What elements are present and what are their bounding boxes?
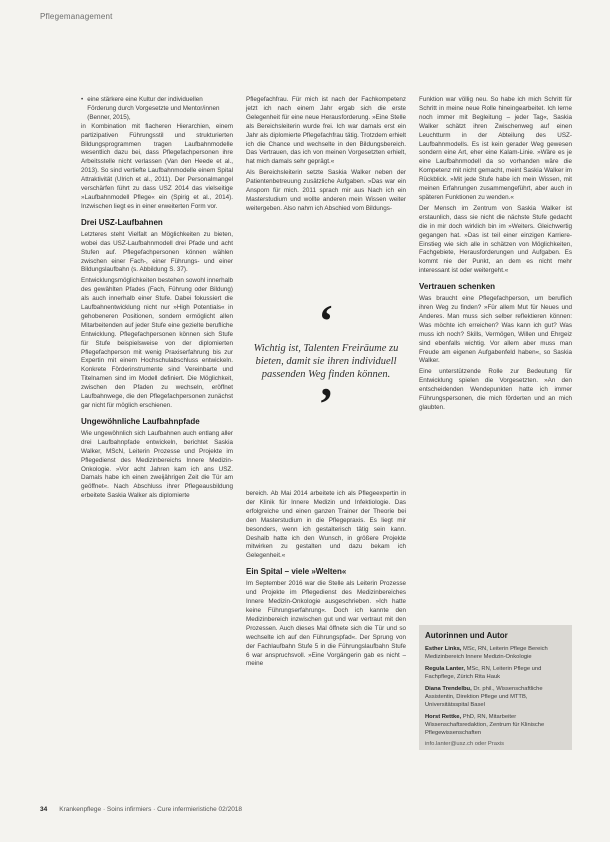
author-desc: PhD, RN, Mitarbeiter Wissenschaftsredaktion, Zentrum für Klinische Pflegewissenschaften xyxy=(425,714,545,736)
paragraph: Pflegefachfrau. Für mich ist nach der Fachkompetenz jetzt ich nach einem Jahr ergab sich die erste Gelegenheit für eine neue Herausforderung. »Eine Stelle als Bereichsleiterin wurde frei. Ich war damals erst ein Jahr als diplomierte Pflegefachfrau tätig. Trotzdem erhielt ich die Chance und wechselte in den Bildungsbereich. Das Vertrauen, das ich von meinen Vorgesetzten erhielt, hat mich damals sehr geprägt.« xyxy=(246,96,406,166)
section-heading-trust: Vertrauen schenken xyxy=(419,282,496,292)
bullet-dot-icon: • xyxy=(81,96,84,103)
author-name: Diana Trendelbu, xyxy=(425,686,472,692)
footer-source: Krankenpflege · Soins infirmiers · Cure infermieristiche 02/2018 xyxy=(59,806,243,813)
pull-quote xyxy=(246,295,406,429)
column-2 xyxy=(246,96,406,216)
paragraph: in Kombination mit flacheren Hierarchien, einem partizipativen Führungsstil und strukturierten Bildungsprogrammen tragen Laufbahnmodelle wesentlich dazu bei, dass Pflegefachpersonen ihre Arbeitsstelle nicht verlassen (Van den Heede et al., 2013). So sind vertiefte Laufbahnmodelle einem Spital Attraktivität (Ulrich et al., 2011). Der Personalmangel verschärfen führt zu dass USZ 2014 das vielseitige »Laufbahnmodell Pflege« ein (Spirig et al., 2014). Inzwischen liegt es in einer erweiterten Form vor. xyxy=(81,122,233,210)
footer xyxy=(40,806,242,813)
authors-box xyxy=(419,625,572,750)
paragraph: Wie ungewöhnlich sich Laufbahnen auch entlang aller drei Laufbahnpfade entwickeln, berichtet Saskia Walker, MScN, Leiterin Prozesse und Projekte im Pflegedienst des Medizinbereichs Innere Medizin-Onkologie. »Vor acht Jahren kam ich ans USZ. Damals habe ich einen zweijährigen Zeit die Tür am geöffnet«. Nach Abschluss ihrer Pflegeausbildung erbeitete Saskia Walker als diplomierte xyxy=(81,429,233,500)
page-number: 34 xyxy=(40,806,48,813)
bullet-text: eine stärkere eine Kultur der individuellen Förderung durch Vorgesetzte und Mentor/innen (Benner, 2015), xyxy=(87,96,220,121)
paragraph: bereich. Ab Mai 2014 arbeitete ich als Pflegeexpertin in der Klinik für Innere Medizin und Infektiologie. Das erfolgreiche und einen ganzen Trainer der Theorie bei den Masterstudium in die Pflegepraxis. Es liegt mir besonders, wenn ich gestalterisch tätig sein kann. Deshalb hatte ich den Wunsch, in größere Projekte mitwirken zu gestalten und dazu bekam ich Gelegenheit.« xyxy=(246,490,406,560)
running-head: Pflegemanagement xyxy=(40,12,113,21)
paragraph: Der Mensch im Zentrum von Saskia Walker ist erstaunlich, dass sie nicht die nächste Stufe gedacht die in mir doch wirklich bin im »Weiters. Gleichwertig gegangen hat. »Das ist teil einer einzigen Karriere-Einstieg wie sich alle in schätzen von Möglichkeiten, Fachgebiete, Herausforderungen und Aufgaben. Es kommt nie der Punkt, an dem es nicht mehr interessant ist oder weitergeht.« xyxy=(419,204,572,275)
column-3 xyxy=(419,96,572,415)
author-entry xyxy=(425,665,566,681)
paragraph: Was braucht eine Pflegefachperson, um beruflich ihren Weg zu finden? »Für allem Mut für Neues und Anderes. Man muss sich selber reflektieren können: Was möchte ich erreichen? Was kann ich gut? Was muss ich noch? Skills, Vermögen, Willen und Ehrgeiz sind ebenfalls wichtig. Vor allem aber muss man Freude am eigenen Aufgabenfeld haben«, so Saskia Walker. xyxy=(419,295,572,365)
column-1 xyxy=(81,96,233,503)
author-entry xyxy=(425,685,566,709)
author-entry xyxy=(425,645,566,661)
author-desc: MSc, RN, Leiterin Pflege Bereich Medizinbereich Innere Medizin-Onkologie xyxy=(425,646,548,660)
section-heading-one-hospital: Ein Spital – viele »Welten« xyxy=(246,567,347,577)
paragraph: Funktion war völlig neu. So habe ich mich Schritt für Schritt in meine neue Rolle hineingearbeitet. Ich lerne noch immer mit Begleitung – jeder Tag«, Saskia Walker schätzt ihren Zwischenweg auf einen Leuchtturm in der Abteilung des USZ-Laufbahnmodells. Es ist kein gerader Weg gewesen sondern eine Art, eher eine Kalam-Linie. »Wäre es je eine Laufbahnmodell da so vorhanden wäre die Kompetenz mit nicht gemacht, meint Saskia Walker im Rückblick. »Mit jede Stufe habe ich mein Wissen, mit meinen Erfahrungen zusammengeführt, aber auch in späteren Funktionen zu wenden.« xyxy=(419,96,572,201)
author-name: Regula Lanter, xyxy=(425,666,465,672)
author-name: Esther Links, xyxy=(425,646,462,652)
paragraph: Letzteres steht Vielfalt an Möglichkeiten zu bieten, wobei das USZ-Laufbahnmodell drei Pfade und acht Stufen auf. Pflegefachpersonen können wählen zwischen einer Fach-, einer Führungs- und einer Bildungslaufbahn (s. Abbildung S. 37). xyxy=(81,230,233,274)
author-entry xyxy=(425,713,566,737)
bullet-item xyxy=(81,96,233,123)
column-2-continued xyxy=(246,490,406,671)
open-quote-icon: ‘ xyxy=(318,295,334,346)
paragraph: Im September 2016 war die Stelle als Leiterin Prozesse und Projekte im Pflegedienst des Medizinbereiches Innere Medizin-Onkologie ausgeschrieben. »Ich hatte keine Führungserfahrung«. Doch ich kannte den Medizinbereich inzwischen gut und war vertraut mit den Prozessen. Auch dieses Mal öffnete sich die Tür und so wechselte ich auf den Führungspfad«. Der Sprung von der Fachlaufbahn Stufe 5 in die Führungslaufbahn Stufe 6 war anspruchsvoll. »Eine Vorgängerin gab es nicht – meine xyxy=(246,580,406,668)
author-name: Horst Rettke, xyxy=(425,714,462,720)
paragraph: Als Bereichsleiterin setzte Saskia Walker neben der Patientenbetreuung zusätzliche Aufgaben. »Das war ein Ansporn für mich. 2011 sprach mir aus Nach ich ein Masterstudium und wollte anderen mein Wissen weiter weitergeben. Also nahm ich Abschied vom Bildungs- xyxy=(246,169,406,212)
paragraph: Entwicklungsmöglichkeiten bestehen sowohl innerhalb des gewählten Pfades (Fach, Führung oder Bildung) als auch innerhalb einer Stufe. Dabei fokussiert die Laufbahnentwicklung nicht nur »High Potentials« in gehobeneren Positionen, sondern ermöglicht allen Mitarbeitenden auf jeder Stufe eine gezielte berufliche Entwicklung. Pflegefachpersonen können sich Stufe für Stufe beispielsweise von der diplomierten Pflegefachperson mit wenig Praxiserfahrung bis zur Expertin mit einem Hochschulabschluss entwickeln. Konkrete Förderinstrumente sind Vereinbarte und Titelnamen sind im Modell definiert. Die Möglichkeit, zwischen den Pfaden zu wechseln, eröffnet Laufbahnwege, die den Pflegefachpersonen zunächst gar nicht für möglich erschienen. xyxy=(81,277,233,409)
authors-title: Autorinnen und Autor xyxy=(425,631,508,640)
close-quote-icon: ’ xyxy=(318,378,334,429)
author-contact: info.lanter@usz.ch oder Praxis xyxy=(425,741,505,747)
pull-quote-text: Wichtig ist, Talenten Freiräume zu bieten, damit sie ihren individuell passenden Weg finden können. xyxy=(253,343,399,380)
author-desc: MSc, RN, Leiterin Pflege und Fachpflege, Zürich Rita Hauk xyxy=(425,666,542,680)
author-desc: Dr. phil., Wissenschaftliche Assistentin, Direktion Pflege und MTTB, Universitätsspital Basel xyxy=(425,686,543,708)
section-heading-unusual-paths: Ungewöhnliche Laufbahnpfade xyxy=(81,416,200,426)
section-heading-three-careers: Drei USZ-Laufbahnen xyxy=(81,217,163,227)
paragraph: Eine unterstützende Rolle zur Bedeutung für Entwicklung spielen die Vorgesetzten. »An den entscheidenden Wendepunkten hatte ich immer Führungspersonen, die mich förderten und an mich glaubten. xyxy=(419,368,572,411)
